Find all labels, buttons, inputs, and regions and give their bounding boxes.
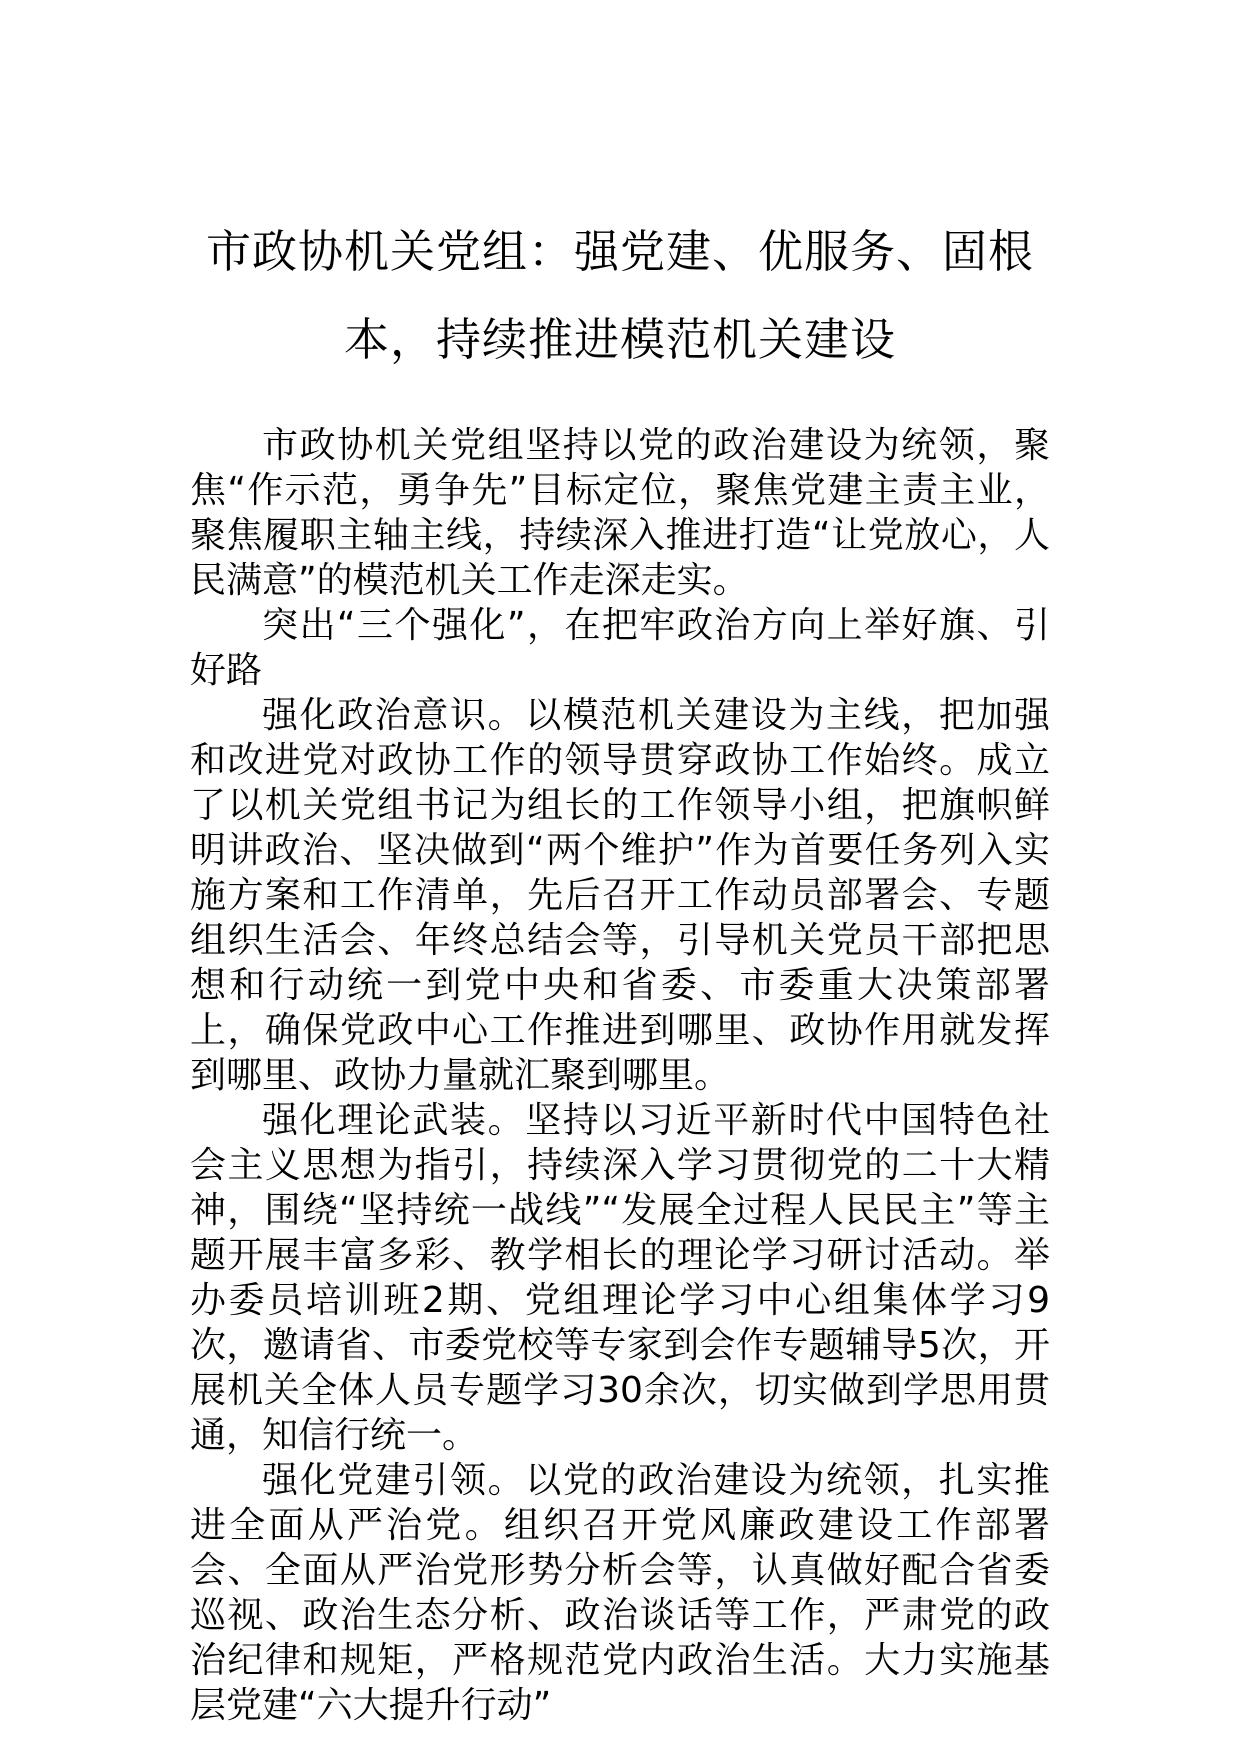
document-title: 市政协机关党组：强党建、优服务、固根本，持续推进模范机关建设 xyxy=(205,225,1034,366)
paragraph-theory: 强化理论武装。坚持以习近平新时代中国特色社会主义思想为指引，持续深入学习贯彻党的二十大精神，围绕“坚持统一战线”“发展全过程人民民主”等主题开展丰富多彩、教学相长的理论学习研讨活动。举办委员培训班2期、党组理论学习中心组集体学习9次，邀请省、市委党校等专家到会作专题辅导5次，开展机关全体人员专题学习30余次，切实做到学思用贯通，知信行统一。 xyxy=(190,1100,1050,1456)
document-body xyxy=(190,423,1050,1728)
paragraph-intro: 市政协机关党组坚持以党的政治建设为统领，聚焦“作示范，勇争先”目标定位，聚焦党建主责主业，聚焦履职主轴主线，持续深入推进打造“让党放心，人民满意”的模范机关工作走深走实。 xyxy=(190,425,1050,601)
paragraph-political-awareness: 强化政治意识。以模范机关建设为主线，把加强和改进党对政协工作的领导贯穿政协工作始终。成立了以机关党组书记为组长的工作领导小组，把旗帜鲜明讲政治、坚决做到“两个维护”作为首要任务列入实施方案和工作清单，先后召开工作动员部署会、专题组织生活会、年终总结会等，引导机关党员干部把思想和行动统一到党中央和省委、市委重大决策部署上，确保党政中心工作推进到哪里、政协作用就发挥到哪里、政协力量就汇聚到哪里。 xyxy=(190,695,1050,1096)
paragraph-party-building: 强化党建引领。以党的政治建设为统领，扎实推进全面从严治党。组织召开党风廉政建设工作部署会、全面从严治党形势分析会等，认真做好配合省委巡视、政治生态分析、政治谈话等工作，严肃党的政治纪律和规矩，严格规范党内政治生活。大力实施基层党建“六大提升行动” xyxy=(190,1460,1050,1726)
section-heading: 突出“三个强化”，在把牢政治方向上举好旗、引好路 xyxy=(190,605,1050,691)
